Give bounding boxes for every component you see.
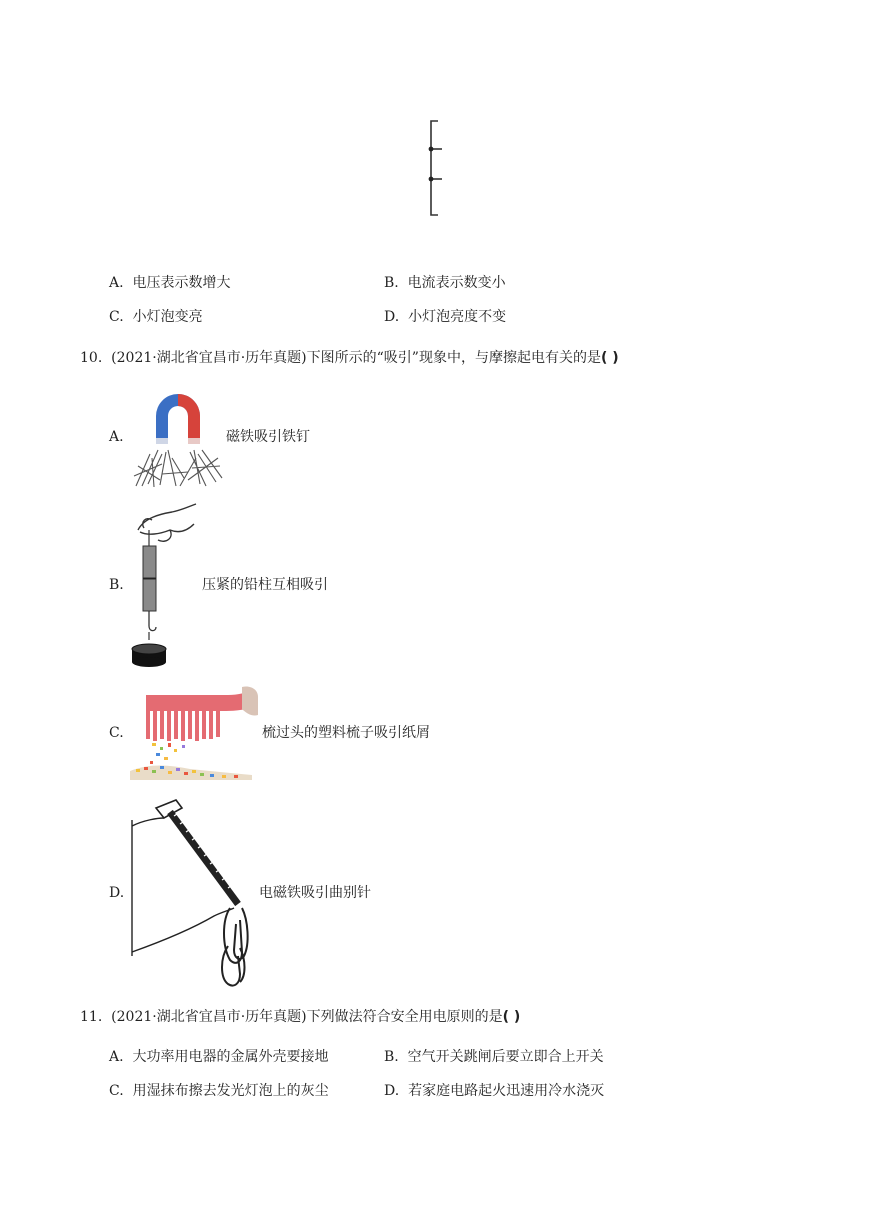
option-text: 小灯泡变亮 [132,309,203,325]
option-text: 电压表示数增大 [132,275,231,291]
q9-option-b[interactable] [384,274,506,292]
question-text: (2021·湖北省宜昌市·历年真题)下列做法符合安全用电原则的是 [111,1009,503,1025]
q10-option-c-letter[interactable]: C. [109,725,124,741]
q10-option-b-letter[interactable]: B. [109,577,124,593]
answer-blank[interactable]: ( ) [502,1009,521,1025]
option-letter: A. [109,1049,124,1065]
q10-stem [80,349,619,367]
q11-stem [80,1008,520,1026]
comb-paper-image [130,685,260,780]
q10-option-b-caption: 压紧的铅柱互相吸引 [202,577,328,593]
circuit-fragment [420,115,450,220]
q11-option-c[interactable] [109,1082,329,1100]
q9-option-a[interactable] [109,274,230,292]
option-letter: D. [384,1083,400,1099]
lead-cylinders-image [130,500,202,670]
question-text: (2021·湖北省宜昌市·历年真题)下图所示的“吸引”现象中，与摩擦起电有关的是 [111,350,601,366]
option-letter: A. [109,275,124,291]
answer-blank[interactable]: ( ) [600,350,619,366]
option-letter: B. [384,275,399,291]
q10-option-d-letter[interactable]: D. [109,885,125,901]
q9-option-d[interactable] [384,308,506,326]
q11-option-a[interactable] [109,1048,328,1066]
question-number: 10. [80,350,103,366]
option-text: 大功率用电器的金属外壳要接地 [132,1049,329,1065]
option-text: 空气开关跳闸后要立即合上开关 [407,1049,604,1065]
question-number: 11. [80,1009,103,1025]
option-letter: B. [384,1049,399,1065]
option-text: 用湿抹布擦去发光灯泡上的灰尘 [132,1083,329,1099]
q10-option-a-caption: 磁铁吸引铁钉 [226,429,310,445]
option-letter: C. [109,309,124,325]
option-text: 电流表示数变小 [407,275,506,291]
q10-option-d-caption: 电磁铁吸引曲别针 [259,885,371,901]
option-letter: C. [109,1083,124,1099]
q9-option-c[interactable] [109,308,203,326]
q10-option-a-letter[interactable]: A. [109,429,124,445]
q10-option-c-caption: 梳过头的塑料梳子吸引纸屑 [262,725,430,741]
electromagnet-image [130,796,260,988]
q11-option-b[interactable] [384,1048,604,1066]
option-letter: D. [384,309,400,325]
magnet-nails-image [132,388,224,488]
option-text: 若家庭电路起火迅速用冷水浇灭 [408,1083,605,1099]
option-text: 小灯泡亮度不变 [408,309,507,325]
q11-option-d[interactable] [384,1082,604,1100]
